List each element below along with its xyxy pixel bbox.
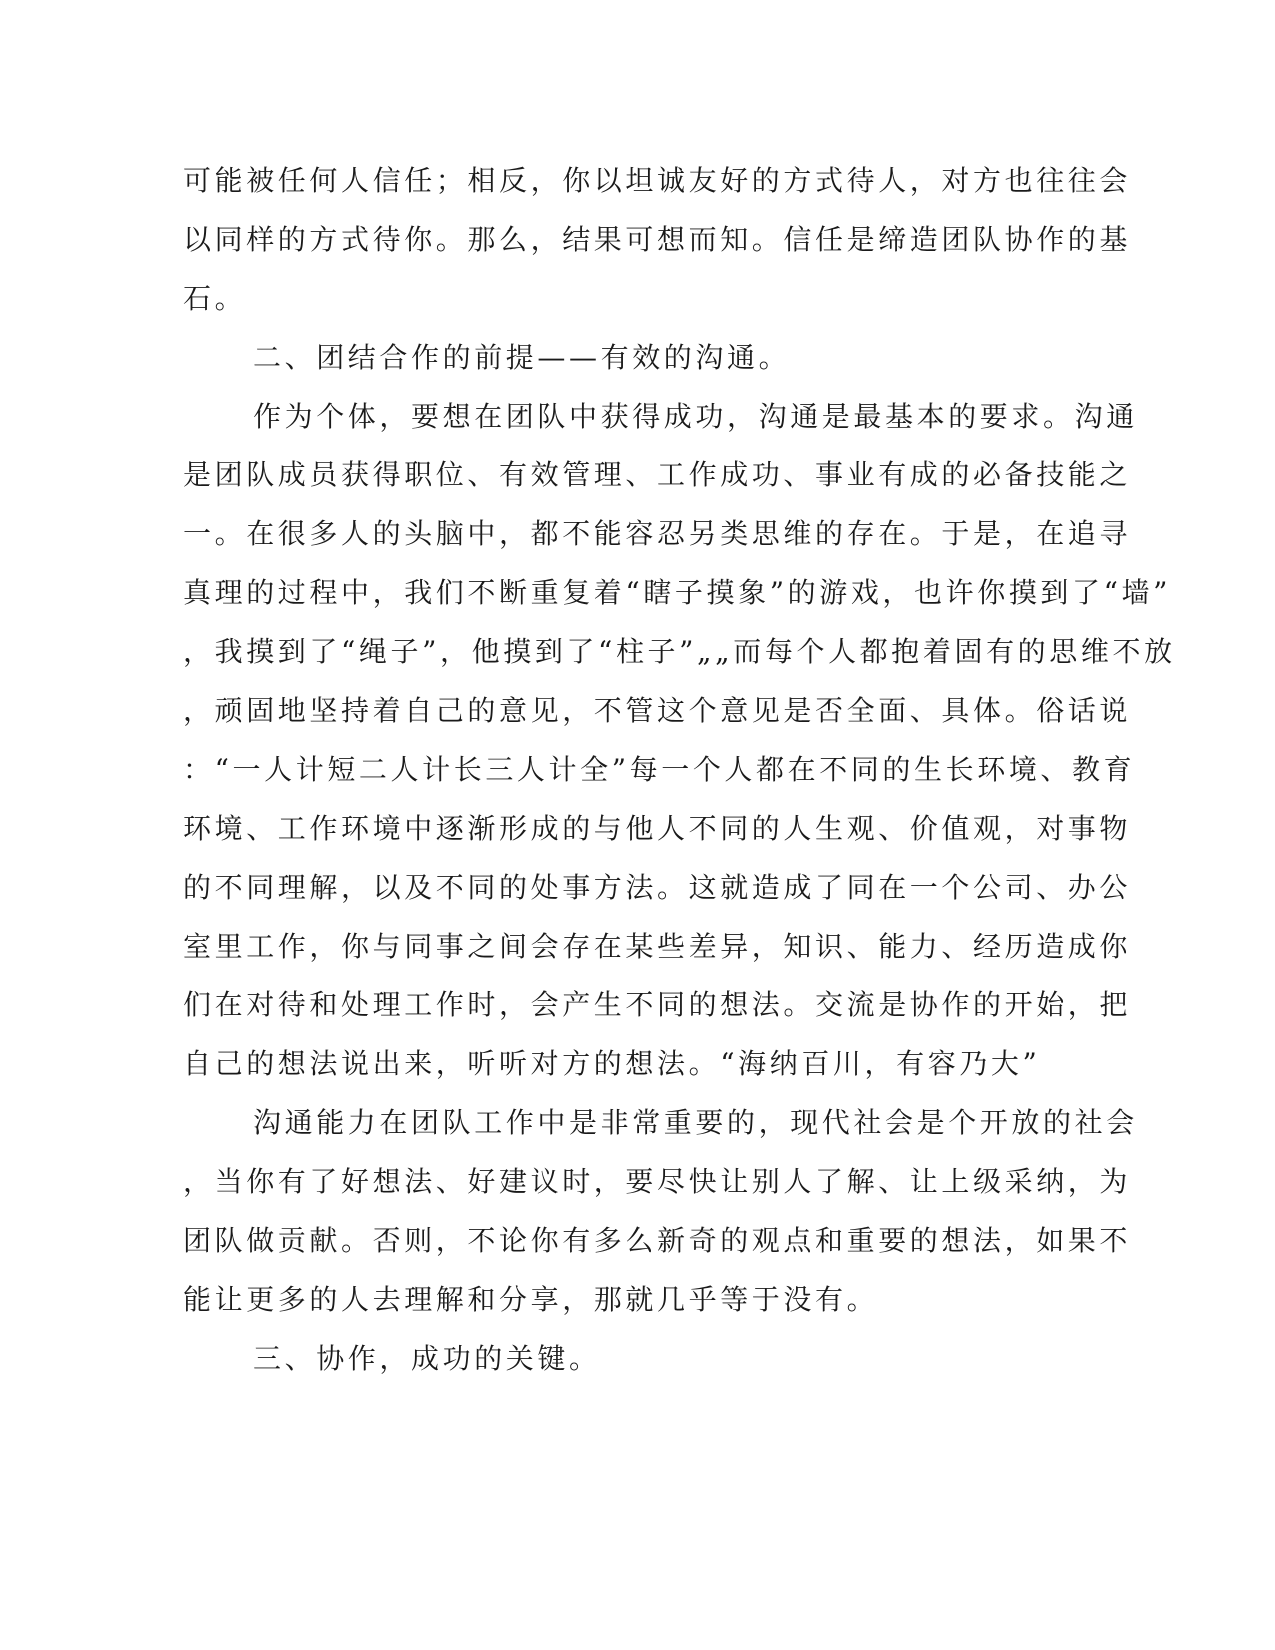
text-line-11: ：“一人计短二人计长三人计全”每一个人都在不同的生长环境、教育 [183, 752, 1136, 786]
text-line-13: 的不同理解，以及不同的处事方法。这就造成了同在一个公司、办公 [183, 870, 1132, 904]
body-text [183, 152, 1176, 1389]
text-line-9: ，我摸到了“绳子”，他摸到了“柱子”„„而每个人都抱着固有的思维不放 [183, 635, 1176, 669]
section-heading-3: 三、协作，成功的关键。 [253, 1341, 601, 1375]
text-line-20: 能让更多的人去理解和分享，那就几乎等于没有。 [183, 1282, 879, 1316]
section-heading-2: 二、团结合作的前提——有效的沟通。 [253, 340, 791, 374]
text-line-16: 自己的想法说出来，听听对方的想法。“海纳百川，有容乃大” [183, 1047, 1041, 1081]
text-line-1: 可能被任何人信任；相反，你以坦诚友好的方式待人，对方也往往会 [183, 164, 1132, 197]
text-line-18: ，当你有了好想法、好建议时，要尽快让别人了解、让上级采纳，为 [183, 1165, 1132, 1199]
text-line-12: 环境、工作环境中逐渐形成的与他人不同的人生观、价值观，对事物 [183, 811, 1132, 845]
text-line-10: ，顽固地坚持着自己的意见，不管这个意见是否全面、具体。俗话说 [183, 694, 1132, 728]
text-line-5: 作为个体，要想在团队中获得成功，沟通是最基本的要求。沟通 [253, 399, 1138, 433]
text-line-19: 团队做贡献。否则，不论你有多么新奇的观点和重要的想法，如果不 [183, 1224, 1132, 1258]
text-line-6: 是团队成员获得职位、有效管理、工作成功、事业有成的必备技能之 [183, 458, 1132, 492]
text-line-8: 真理的过程中，我们不断重复着“瞎子摸象”的游戏，也许你摸到了“墙” [183, 576, 1172, 610]
text-line-2: 以同样的方式待你。那么，结果可想而知。信任是缔造团队协作的基 [183, 222, 1132, 256]
text-line-15: 们在对待和处理工作时，会产生不同的想法。交流是协作的开始，把 [183, 988, 1132, 1022]
text-line-14: 室里工作，你与同事之间会存在某些差异，知识、能力、经历造成你 [183, 929, 1132, 963]
text-line-7: 一。在很多人的头脑中，都不能容忍另类思维的存在。于是，在追寻 [183, 517, 1132, 551]
text-line-3: 石。 [183, 281, 247, 315]
text-line-17: 沟通能力在团队工作中是非常重要的，现代社会是个开放的社会 [253, 1106, 1138, 1140]
